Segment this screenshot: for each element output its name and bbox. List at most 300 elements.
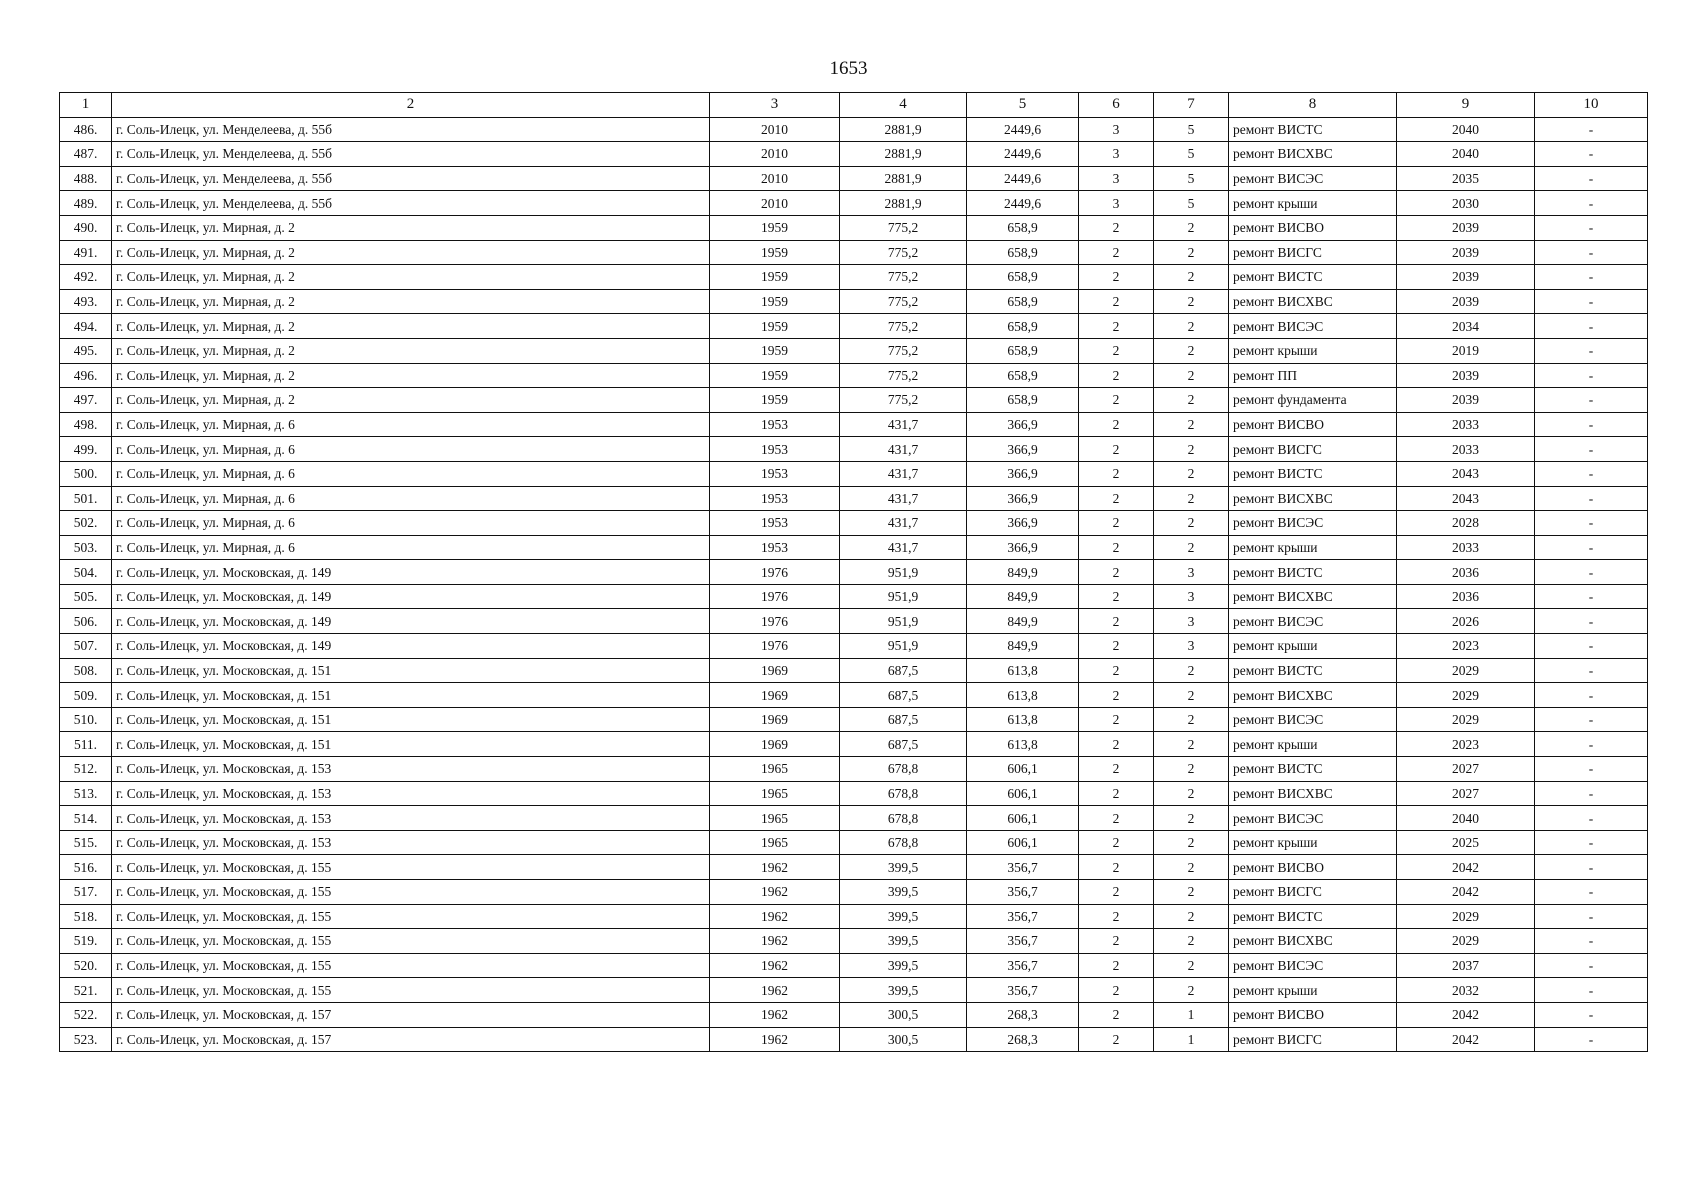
cell-note: -	[1535, 314, 1648, 339]
cell-floors: 2	[1079, 929, 1154, 954]
cell-entrances: 2	[1154, 437, 1229, 462]
cell-address: г. Соль-Илецк, ул. Московская, д. 155	[112, 904, 710, 929]
cell-year: 1959	[710, 289, 840, 314]
table-row	[60, 166, 1648, 191]
cell-planned-year: 2042	[1397, 880, 1535, 905]
cell-entrances: 3	[1154, 584, 1229, 609]
cell-note: -	[1535, 953, 1648, 978]
header-col-8: 8	[1229, 93, 1397, 118]
cell-floors: 2	[1079, 240, 1154, 265]
cell-living-area: 658,9	[967, 240, 1079, 265]
cell-entrances: 2	[1154, 240, 1229, 265]
cell-floors: 2	[1079, 1027, 1154, 1052]
cell-entrances: 5	[1154, 142, 1229, 167]
cell-row-number: 497.	[60, 388, 112, 413]
cell-year: 1976	[710, 560, 840, 585]
cell-work-type: ремонт ВИСГС	[1229, 1027, 1397, 1052]
cell-year: 1953	[710, 535, 840, 560]
cell-total-area: 775,2	[840, 215, 967, 240]
cell-floors: 2	[1079, 658, 1154, 683]
table-row	[60, 265, 1648, 290]
cell-address: г. Соль-Илецк, ул. Московская, д. 153	[112, 757, 710, 782]
cell-total-area: 399,5	[840, 953, 967, 978]
cell-row-number: 489.	[60, 191, 112, 216]
cell-year: 1976	[710, 634, 840, 659]
cell-note: -	[1535, 683, 1648, 708]
cell-note: -	[1535, 658, 1648, 683]
cell-note: -	[1535, 560, 1648, 585]
cell-entrances: 2	[1154, 363, 1229, 388]
cell-total-area: 2881,9	[840, 117, 967, 142]
cell-living-area: 366,9	[967, 511, 1079, 536]
cell-work-type: ремонт ВИСХВС	[1229, 584, 1397, 609]
cell-planned-year: 2042	[1397, 1002, 1535, 1027]
cell-row-number: 490.	[60, 215, 112, 240]
cell-living-area: 606,1	[967, 757, 1079, 782]
table-row	[60, 1027, 1648, 1052]
cell-row-number: 499.	[60, 437, 112, 462]
cell-year: 1965	[710, 830, 840, 855]
table-row	[60, 461, 1648, 486]
cell-note: -	[1535, 486, 1648, 511]
table-row	[60, 609, 1648, 634]
table-row	[60, 634, 1648, 659]
cell-floors: 2	[1079, 535, 1154, 560]
cell-address: г. Соль-Илецк, ул. Мирная, д. 6	[112, 535, 710, 560]
cell-floors: 2	[1079, 707, 1154, 732]
cell-row-number: 491.	[60, 240, 112, 265]
cell-planned-year: 2027	[1397, 781, 1535, 806]
cell-year: 1953	[710, 437, 840, 462]
cell-work-type: ремонт ВИСЭС	[1229, 166, 1397, 191]
cell-row-number: 502.	[60, 511, 112, 536]
cell-work-type: ремонт ВИСХВС	[1229, 929, 1397, 954]
cell-living-area: 2449,6	[967, 142, 1079, 167]
cell-total-area: 687,5	[840, 683, 967, 708]
cell-floors: 3	[1079, 142, 1154, 167]
cell-living-area: 606,1	[967, 781, 1079, 806]
cell-year: 1962	[710, 978, 840, 1003]
cell-note: -	[1535, 166, 1648, 191]
cell-floors: 2	[1079, 806, 1154, 831]
cell-year: 1962	[710, 855, 840, 880]
cell-year: 1953	[710, 461, 840, 486]
cell-living-area: 356,7	[967, 953, 1079, 978]
cell-total-area: 399,5	[840, 978, 967, 1003]
cell-address: г. Соль-Илецк, ул. Мирная, д. 2	[112, 240, 710, 265]
cell-year: 2010	[710, 142, 840, 167]
cell-note: -	[1535, 732, 1648, 757]
cell-year: 1959	[710, 240, 840, 265]
cell-work-type: ремонт ВИСВО	[1229, 215, 1397, 240]
cell-row-number: 513.	[60, 781, 112, 806]
cell-note: -	[1535, 707, 1648, 732]
cell-year: 1962	[710, 1002, 840, 1027]
cell-planned-year: 2039	[1397, 265, 1535, 290]
cell-address: г. Соль-Илецк, ул. Московская, д. 157	[112, 1002, 710, 1027]
cell-note: -	[1535, 437, 1648, 462]
cell-entrances: 2	[1154, 388, 1229, 413]
cell-note: -	[1535, 265, 1648, 290]
table-row	[60, 683, 1648, 708]
cell-row-number: 523.	[60, 1027, 112, 1052]
cell-address: г. Соль-Илецк, ул. Мирная, д. 2	[112, 215, 710, 240]
cell-floors: 2	[1079, 757, 1154, 782]
header-col-9: 9	[1397, 93, 1535, 118]
cell-note: -	[1535, 855, 1648, 880]
header-row	[60, 93, 1648, 118]
table-row	[60, 781, 1648, 806]
cell-entrances: 2	[1154, 314, 1229, 339]
cell-planned-year: 2039	[1397, 215, 1535, 240]
cell-year: 1953	[710, 511, 840, 536]
cell-total-area: 775,2	[840, 363, 967, 388]
cell-entrances: 1	[1154, 1027, 1229, 1052]
cell-planned-year: 2042	[1397, 1027, 1535, 1052]
cell-entrances: 2	[1154, 215, 1229, 240]
cell-address: г. Соль-Илецк, ул. Мирная, д. 2	[112, 314, 710, 339]
cell-entrances: 2	[1154, 486, 1229, 511]
cell-total-area: 431,7	[840, 461, 967, 486]
cell-floors: 2	[1079, 1002, 1154, 1027]
cell-note: -	[1535, 240, 1648, 265]
cell-year: 1959	[710, 388, 840, 413]
cell-planned-year: 2019	[1397, 338, 1535, 363]
cell-entrances: 2	[1154, 929, 1229, 954]
cell-year: 2010	[710, 191, 840, 216]
cell-work-type: ремонт ВИСТС	[1229, 560, 1397, 585]
cell-living-area: 613,8	[967, 707, 1079, 732]
cell-planned-year: 2023	[1397, 732, 1535, 757]
cell-work-type: ремонт крыши	[1229, 338, 1397, 363]
cell-note: -	[1535, 806, 1648, 831]
cell-living-area: 658,9	[967, 289, 1079, 314]
cell-floors: 2	[1079, 634, 1154, 659]
cell-floors: 2	[1079, 880, 1154, 905]
cell-entrances: 2	[1154, 855, 1229, 880]
cell-year: 1953	[710, 486, 840, 511]
cell-entrances: 2	[1154, 757, 1229, 782]
cell-address: г. Соль-Илецк, ул. Московская, д. 149	[112, 634, 710, 659]
cell-row-number: 503.	[60, 535, 112, 560]
cell-planned-year: 2037	[1397, 953, 1535, 978]
cell-total-area: 431,7	[840, 511, 967, 536]
cell-total-area: 2881,9	[840, 142, 967, 167]
table-row	[60, 240, 1648, 265]
cell-floors: 2	[1079, 609, 1154, 634]
cell-address: г. Соль-Илецк, ул. Менделеева, д. 55б	[112, 191, 710, 216]
cell-note: -	[1535, 191, 1648, 216]
cell-floors: 2	[1079, 732, 1154, 757]
header-col-5: 5	[967, 93, 1079, 118]
cell-address: г. Соль-Илецк, ул. Мирная, д. 6	[112, 511, 710, 536]
table-row	[60, 142, 1648, 167]
cell-entrances: 3	[1154, 609, 1229, 634]
cell-floors: 3	[1079, 191, 1154, 216]
cell-row-number: 493.	[60, 289, 112, 314]
cell-address: г. Соль-Илецк, ул. Менделеева, д. 55б	[112, 142, 710, 167]
cell-entrances: 2	[1154, 461, 1229, 486]
cell-note: -	[1535, 117, 1648, 142]
table-row	[60, 658, 1648, 683]
cell-year: 1962	[710, 1027, 840, 1052]
cell-work-type: ремонт ВИСВО	[1229, 1002, 1397, 1027]
table-row	[60, 732, 1648, 757]
cell-note: -	[1535, 830, 1648, 855]
cell-note: -	[1535, 388, 1648, 413]
cell-work-type: ремонт крыши	[1229, 191, 1397, 216]
cell-address: г. Соль-Илецк, ул. Московская, д. 151	[112, 658, 710, 683]
cell-note: -	[1535, 880, 1648, 905]
cell-living-area: 268,3	[967, 1002, 1079, 1027]
table-row	[60, 535, 1648, 560]
cell-planned-year: 2029	[1397, 683, 1535, 708]
cell-living-area: 366,9	[967, 437, 1079, 462]
table-row	[60, 978, 1648, 1003]
cell-floors: 2	[1079, 486, 1154, 511]
cell-living-area: 613,8	[967, 732, 1079, 757]
cell-note: -	[1535, 511, 1648, 536]
cell-address: г. Соль-Илецк, ул. Мирная, д. 6	[112, 437, 710, 462]
cell-living-area: 366,9	[967, 412, 1079, 437]
cell-living-area: 658,9	[967, 338, 1079, 363]
cell-floors: 2	[1079, 338, 1154, 363]
cell-address: г. Соль-Илецк, ул. Московская, д. 155	[112, 880, 710, 905]
table-row	[60, 117, 1648, 142]
cell-entrances: 2	[1154, 904, 1229, 929]
cell-living-area: 658,9	[967, 363, 1079, 388]
table-row	[60, 953, 1648, 978]
cell-floors: 2	[1079, 215, 1154, 240]
cell-planned-year: 2028	[1397, 511, 1535, 536]
cell-address: г. Соль-Илецк, ул. Мирная, д. 2	[112, 265, 710, 290]
cell-work-type: ремонт фундамента	[1229, 388, 1397, 413]
cell-floors: 2	[1079, 953, 1154, 978]
cell-address: г. Соль-Илецк, ул. Московская, д. 153	[112, 781, 710, 806]
cell-work-type: ремонт ВИСВО	[1229, 855, 1397, 880]
cell-work-type: ремонт ВИСХВС	[1229, 486, 1397, 511]
cell-note: -	[1535, 461, 1648, 486]
cell-row-number: 517.	[60, 880, 112, 905]
cell-total-area: 775,2	[840, 314, 967, 339]
cell-row-number: 504.	[60, 560, 112, 585]
cell-living-area: 658,9	[967, 215, 1079, 240]
cell-work-type: ремонт ВИСЭС	[1229, 707, 1397, 732]
cell-total-area: 951,9	[840, 634, 967, 659]
cell-entrances: 2	[1154, 978, 1229, 1003]
table-row	[60, 560, 1648, 585]
cell-work-type: ремонт ВИСЭС	[1229, 511, 1397, 536]
cell-total-area: 951,9	[840, 609, 967, 634]
cell-total-area: 775,2	[840, 338, 967, 363]
cell-year: 1962	[710, 929, 840, 954]
cell-living-area: 613,8	[967, 683, 1079, 708]
table-row	[60, 511, 1648, 536]
cell-total-area: 775,2	[840, 265, 967, 290]
cell-work-type: ремонт ВИСТС	[1229, 117, 1397, 142]
cell-year: 1969	[710, 707, 840, 732]
cell-planned-year: 2029	[1397, 904, 1535, 929]
cell-living-area: 606,1	[967, 830, 1079, 855]
cell-work-type: ремонт ВИСГС	[1229, 880, 1397, 905]
cell-planned-year: 2033	[1397, 535, 1535, 560]
cell-living-area: 613,8	[967, 658, 1079, 683]
header-col-3: 3	[710, 93, 840, 118]
cell-work-type: ремонт ВИСХВС	[1229, 781, 1397, 806]
header-col-1: 1	[60, 93, 112, 118]
cell-row-number: 516.	[60, 855, 112, 880]
cell-note: -	[1535, 1027, 1648, 1052]
cell-total-area: 399,5	[840, 929, 967, 954]
cell-note: -	[1535, 584, 1648, 609]
cell-address: г. Соль-Илецк, ул. Московская, д. 153	[112, 806, 710, 831]
cell-floors: 3	[1079, 166, 1154, 191]
cell-address: г. Соль-Илецк, ул. Московская, д. 155	[112, 953, 710, 978]
cell-note: -	[1535, 609, 1648, 634]
cell-planned-year: 2042	[1397, 855, 1535, 880]
cell-total-area: 678,8	[840, 830, 967, 855]
cell-floors: 2	[1079, 904, 1154, 929]
repair-schedule-table	[59, 92, 1648, 1052]
cell-address: г. Соль-Илецк, ул. Мирная, д. 6	[112, 412, 710, 437]
cell-total-area: 300,5	[840, 1027, 967, 1052]
header-col-10: 10	[1535, 93, 1648, 118]
table-row	[60, 830, 1648, 855]
cell-entrances: 3	[1154, 560, 1229, 585]
cell-address: г. Соль-Илецк, ул. Московская, д. 151	[112, 683, 710, 708]
table-row	[60, 388, 1648, 413]
cell-entrances: 2	[1154, 338, 1229, 363]
cell-total-area: 399,5	[840, 880, 967, 905]
cell-total-area: 300,5	[840, 1002, 967, 1027]
cell-planned-year: 2025	[1397, 830, 1535, 855]
cell-work-type: ремонт ВИСХВС	[1229, 683, 1397, 708]
cell-floors: 2	[1079, 978, 1154, 1003]
cell-note: -	[1535, 412, 1648, 437]
cell-planned-year: 2043	[1397, 486, 1535, 511]
cell-year: 2010	[710, 166, 840, 191]
table-row	[60, 1002, 1648, 1027]
table-row	[60, 855, 1648, 880]
cell-living-area: 356,7	[967, 929, 1079, 954]
cell-work-type: ремонт ПП	[1229, 363, 1397, 388]
cell-row-number: 521.	[60, 978, 112, 1003]
cell-floors: 2	[1079, 412, 1154, 437]
cell-work-type: ремонт ВИСЭС	[1229, 314, 1397, 339]
cell-row-number: 519.	[60, 929, 112, 954]
cell-year: 1959	[710, 215, 840, 240]
cell-note: -	[1535, 535, 1648, 560]
cell-planned-year: 2026	[1397, 609, 1535, 634]
cell-year: 1969	[710, 658, 840, 683]
cell-year: 1969	[710, 683, 840, 708]
cell-planned-year: 2039	[1397, 388, 1535, 413]
cell-work-type: ремонт ВИСЭС	[1229, 609, 1397, 634]
cell-year: 1959	[710, 363, 840, 388]
cell-work-type: ремонт ВИСТС	[1229, 461, 1397, 486]
cell-entrances: 2	[1154, 707, 1229, 732]
cell-note: -	[1535, 1002, 1648, 1027]
cell-address: г. Соль-Илецк, ул. Мирная, д. 2	[112, 338, 710, 363]
cell-note: -	[1535, 904, 1648, 929]
table-row	[60, 437, 1648, 462]
cell-row-number: 492.	[60, 265, 112, 290]
cell-planned-year: 2027	[1397, 757, 1535, 782]
cell-entrances: 2	[1154, 830, 1229, 855]
cell-total-area: 775,2	[840, 289, 967, 314]
cell-address: г. Соль-Илецк, ул. Мирная, д. 6	[112, 461, 710, 486]
cell-work-type: ремонт крыши	[1229, 732, 1397, 757]
cell-row-number: 512.	[60, 757, 112, 782]
cell-address: г. Соль-Илецк, ул. Московская, д. 149	[112, 560, 710, 585]
cell-living-area: 356,7	[967, 904, 1079, 929]
cell-living-area: 366,9	[967, 535, 1079, 560]
cell-address: г. Соль-Илецк, ул. Московская, д. 149	[112, 609, 710, 634]
cell-living-area: 2449,6	[967, 166, 1079, 191]
table-row	[60, 929, 1648, 954]
table-row	[60, 191, 1648, 216]
cell-address: г. Соль-Илецк, ул. Московская, д. 153	[112, 830, 710, 855]
cell-year: 1976	[710, 584, 840, 609]
cell-row-number: 498.	[60, 412, 112, 437]
cell-living-area: 356,7	[967, 978, 1079, 1003]
cell-year: 1962	[710, 904, 840, 929]
cell-row-number: 487.	[60, 142, 112, 167]
cell-planned-year: 2039	[1397, 240, 1535, 265]
cell-floors: 2	[1079, 388, 1154, 413]
cell-address: г. Соль-Илецк, ул. Мирная, д. 2	[112, 388, 710, 413]
cell-total-area: 431,7	[840, 535, 967, 560]
table-row	[60, 757, 1648, 782]
cell-entrances: 2	[1154, 658, 1229, 683]
cell-work-type: ремонт ВИСТС	[1229, 265, 1397, 290]
cell-entrances: 3	[1154, 634, 1229, 659]
cell-floors: 2	[1079, 289, 1154, 314]
cell-work-type: ремонт ВИСГС	[1229, 240, 1397, 265]
cell-note: -	[1535, 142, 1648, 167]
cell-row-number: 514.	[60, 806, 112, 831]
cell-row-number: 522.	[60, 1002, 112, 1027]
table-row	[60, 412, 1648, 437]
table-row	[60, 707, 1648, 732]
cell-entrances: 5	[1154, 117, 1229, 142]
cell-living-area: 849,9	[967, 584, 1079, 609]
cell-year: 1959	[710, 338, 840, 363]
cell-row-number: 515.	[60, 830, 112, 855]
cell-total-area: 951,9	[840, 584, 967, 609]
cell-floors: 2	[1079, 363, 1154, 388]
cell-floors: 2	[1079, 683, 1154, 708]
cell-row-number: 520.	[60, 953, 112, 978]
table-row	[60, 338, 1648, 363]
cell-living-area: 658,9	[967, 265, 1079, 290]
header-col-7: 7	[1154, 93, 1229, 118]
cell-address: г. Соль-Илецк, ул. Московская, д. 155	[112, 978, 710, 1003]
cell-living-area: 356,7	[967, 855, 1079, 880]
cell-living-area: 658,9	[967, 388, 1079, 413]
table-row	[60, 486, 1648, 511]
header-col-6: 6	[1079, 93, 1154, 118]
cell-work-type: ремонт крыши	[1229, 535, 1397, 560]
cell-row-number: 510.	[60, 707, 112, 732]
cell-total-area: 431,7	[840, 437, 967, 462]
cell-address: г. Соль-Илецк, ул. Менделеева, д. 55б	[112, 117, 710, 142]
cell-planned-year: 2036	[1397, 560, 1535, 585]
cell-floors: 2	[1079, 314, 1154, 339]
cell-entrances: 2	[1154, 732, 1229, 757]
table-row	[60, 904, 1648, 929]
cell-work-type: ремонт ВИСЭС	[1229, 806, 1397, 831]
